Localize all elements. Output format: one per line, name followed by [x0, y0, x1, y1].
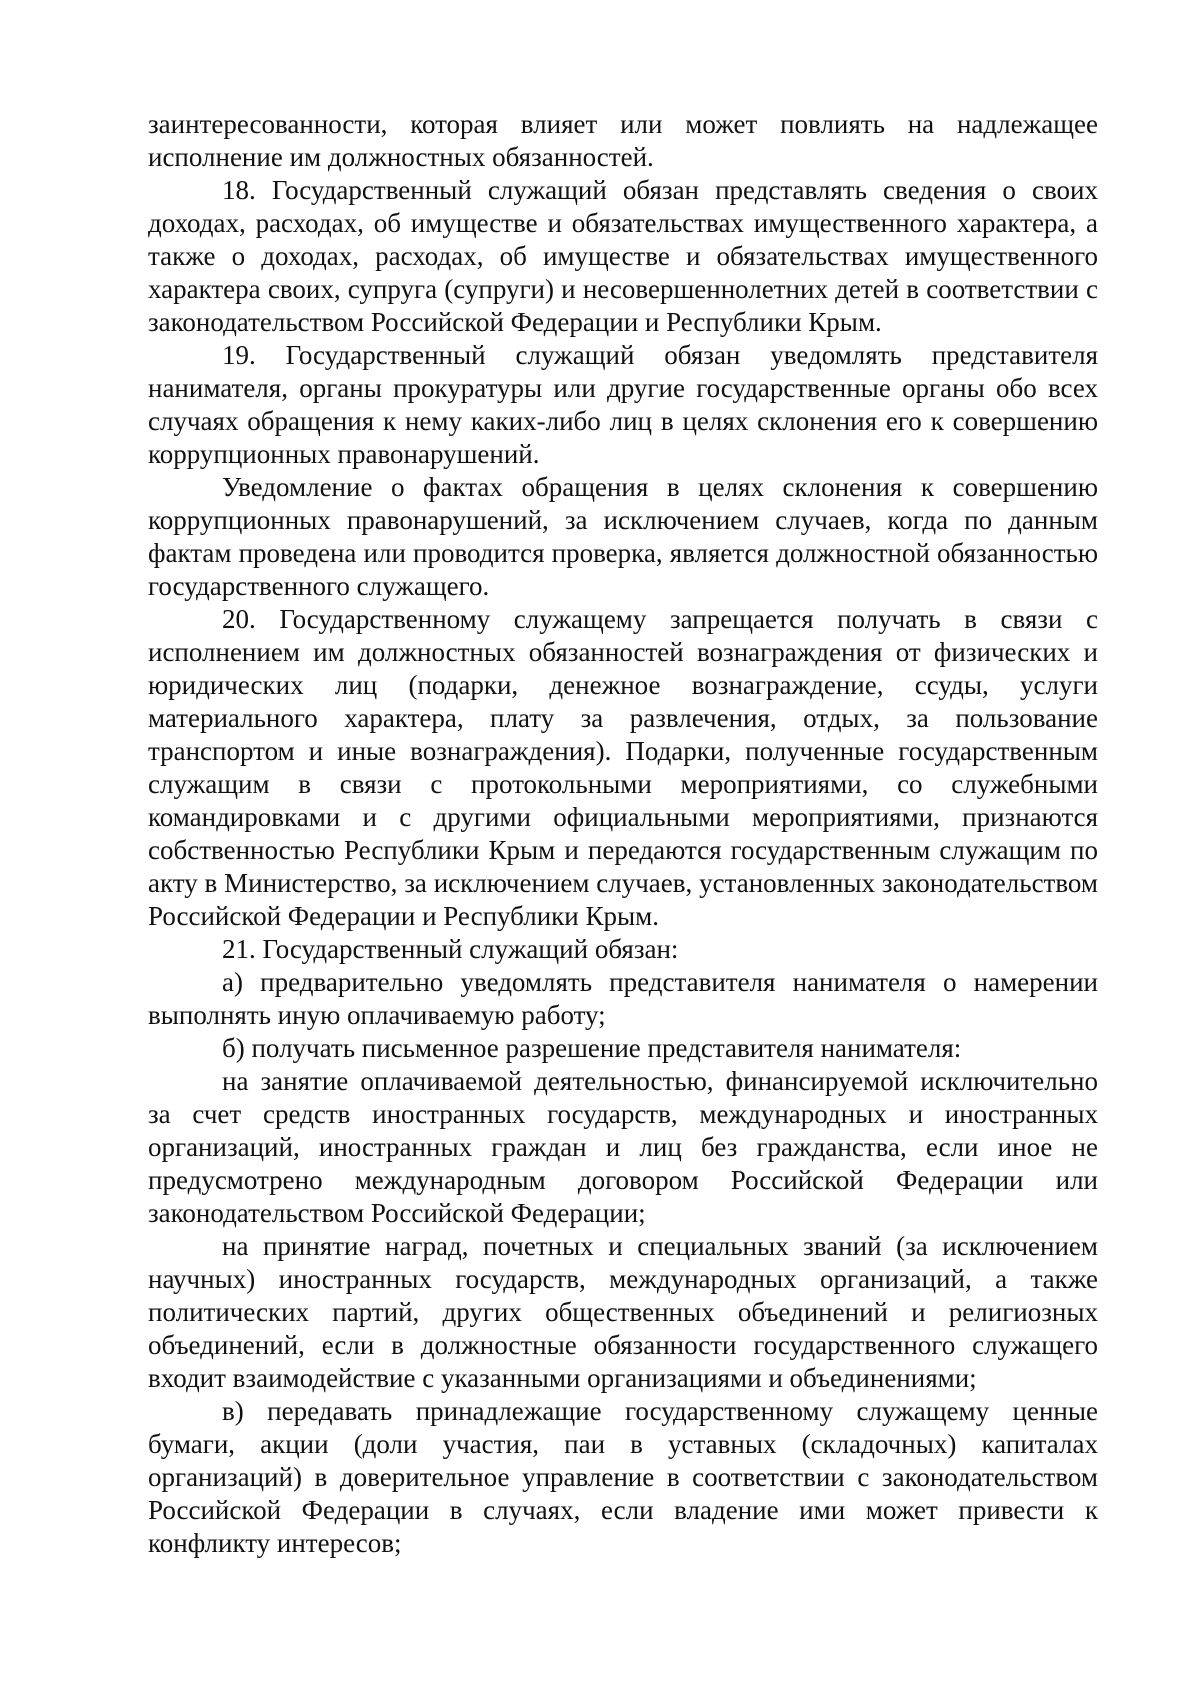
paragraph-21-b-1: на занятие оплачиваемой деятельностью, финансируемой исключительно за счет средств иностранных государств, международных и иностранных организаций, иностранных граждан и лиц без гражданства, если иное не предусмотрено международным договором Российской Федерации или законодательством Российской Федерации; [148, 1066, 1098, 1228]
paragraph-21-b: б) получать письменное разрешение представителя нанимателя: [222, 1033, 962, 1063]
paragraph-21-v: в) передавать принадлежащие государственному служащему ценные бумаги, акции (доли участия, паи в уставных (складочных) капиталах организаций) в доверительное управление в соответствии с законодательством Российской Федерации в случаях, если владение ими может привести к конфликту интересов; [148, 1396, 1098, 1558]
paragraph-19-notice: Уведомление о фактах обращения в целях склонения к совершению коррупционных правонарушений, за исключением случаев, когда по данным фактам проведена или проводится проверка, является должностной обязанностью государственного служащего. [148, 472, 1098, 601]
paragraph-18: 18. Государственный служащий обязан представлять сведения о своих доходах, расходах, об имуществе и обязательствах имущественного характера, а также о доходах, расходах, об имуществе и обязательствах имущественного характера своих, супруга (супруги) и несовершеннолетних детей в соответствии с законодательством Российской Федерации и Республики Крым. [148, 175, 1098, 337]
paragraph-21-a: а) предварительно уведомлять представителя нанимателя о намерении выполнять иную оплачиваемую работу; [148, 967, 1098, 1030]
paragraph-21: 21. Государственный служащий обязан: [222, 934, 679, 964]
paragraph-continuation: заинтересованности, которая влияет или может повлиять на надлежащее исполнение им должностных обязанностей. [148, 109, 1098, 172]
paragraph-19: 19. Государственный служащий обязан уведомлять представителя нанимателя, органы прокуратуры или другие государственные органы обо всех случаях обращения к нему каких-либо лиц в целях склонения его к совершению коррупционных правонарушений. [148, 340, 1098, 469]
paragraph-21-b-2: на принятие наград, почетных и специальных званий (за исключением научных) иностранных государств, международных организаций, а также политических партий, других общественных объединений и религиозных объединений, если в должностные обязанности государственного служащего входит взаимодействие с указанными организациями и объединениями; [148, 1231, 1098, 1393]
document-page [148, 108, 1098, 1560]
paragraph-20: 20. Государственному служащему запрещается получать в связи с исполнением им должностных обязанностей вознаграждения от физических и юридических лиц (подарки, денежное вознаграждение, ссуды, услуги материального характера, плату за развлечения, отдых, за пользование транспортом и иные вознаграждения). Подарки, полученные государственным служащим в связи с протокольными мероприятиями, со служебными командировками и с другими официальными мероприятиями, признаются собственностью Республики Крым и передаются государственным служащим по акту в Министерство, за исключением случаев, установленных законодательством Российской Федерации и Республики Крым. [148, 604, 1098, 931]
